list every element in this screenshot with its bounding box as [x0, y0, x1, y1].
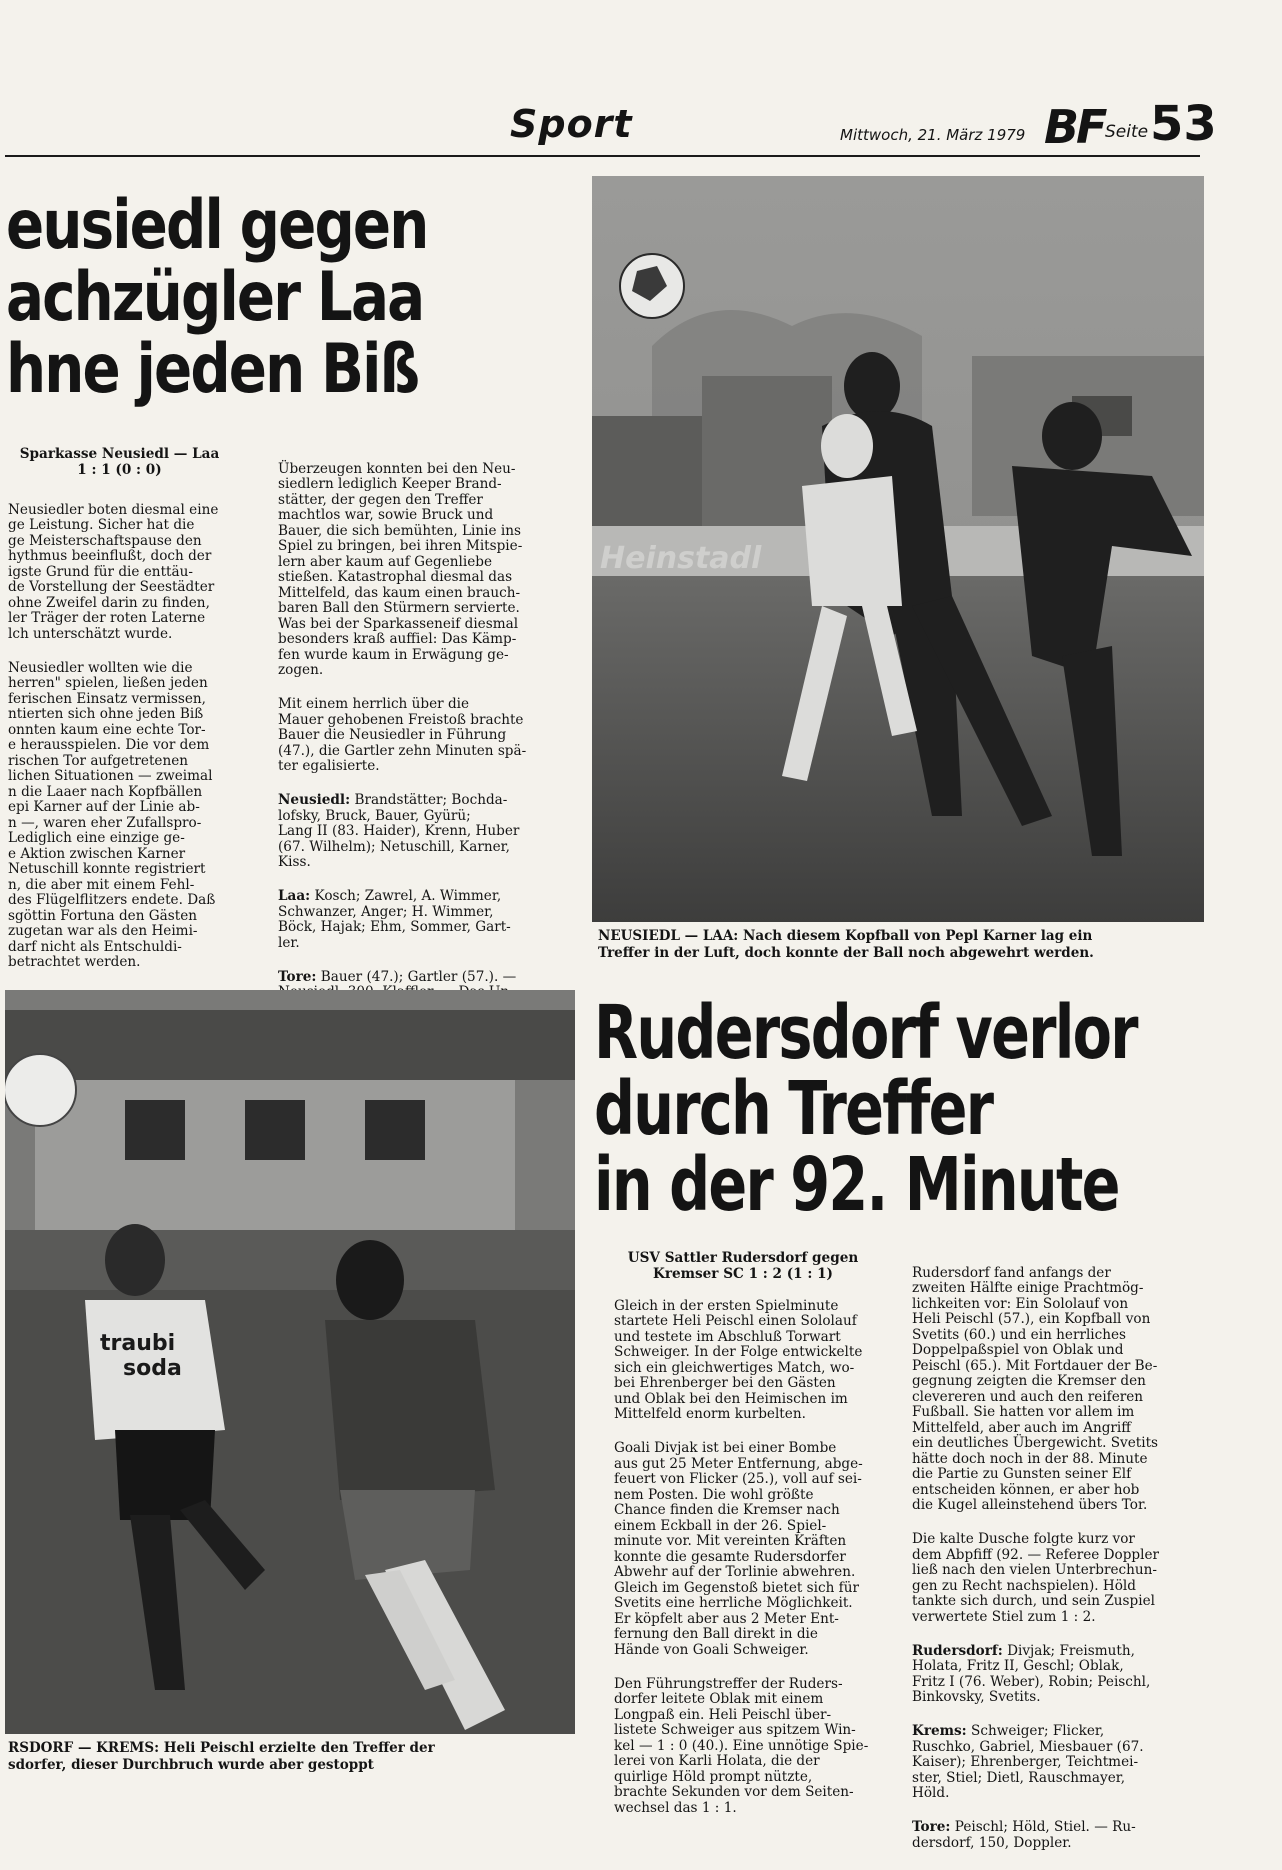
goals-line [912, 1820, 1202, 1851]
page-label: Seite [1105, 122, 1149, 142]
article2-subhead-teams: USV Sattler Rudersdorf gegen [627, 1250, 859, 1266]
paragraph: Überzeugen konnten bei den Neu- siedlern lediglich Keeper Brand- stätter, der gegen den Treffer machtlos war, sowie Bruck und Bauer, die sich bemühten, Linie ins Spiel zu bringen, bei ihren Mitspie- lern aber kaum auf Gegenliebe stießen. Katastrophal diesmal das Mittelfeld, das kaum einen brauch- baren Ball den Stürmern servierte. Was bei der Sparkasseneif diesmal besonders kraß auffiel: Das Kämp- fen wurde kaum in Erwägung ge- zogen. [278, 460, 523, 678]
article2-column-1 [614, 1283, 886, 1835]
lineup-text: Schweiger; Flicker, Ruschko, Gabriel, Miesbauer (67. Kaiser); Ehrenberger, Teichtmei- ster, Stiel; Dietl, Rauschmayer, Höld. [912, 1723, 1144, 1801]
article2-headline [594, 990, 1137, 1228]
lineup-text: Divjak; Freismuth, Holata, Fritz II, Geschl; Oblak, Fritz I (76. Weber), Robin; Peischl, Binkovsky, Svetits. [912, 1642, 1151, 1705]
article2-subhead-score: Kremser SC 1 : 2 (1 : 1) [653, 1266, 833, 1282]
lineup-label: Tore: [278, 968, 317, 985]
paragraph: Den Führungstreffer der Ruders- dorfer leitete Oblak mit einem Longpaß ein. Heli Peischl über- listete Schweiger aus spitzem Win- kel — 1 : 0 (40.). Eine unnötige Spie- lerei von Karli Holata, die der quirlige Höld prompt nützte, brachte Sekunden vor dem Seiten- wechsel das 1 : 1. [614, 1675, 869, 1816]
jersey-text: soda [123, 1356, 182, 1381]
article1-subhead-teams: Sparkasse Neusiedl — Laa [19, 446, 220, 462]
photo-neusiedl-laa-image [592, 176, 1204, 922]
caption-line: RSDORF — KREMS: Heli Peischl erzielte den Treffer der [8, 1740, 435, 1756]
photo-neusiedl-laa-caption [598, 928, 1094, 962]
article2-headline-line: Rudersdorf verlor [594, 990, 1137, 1076]
lineup-text: Bauer (47.); Gartler (57.). — [320, 968, 517, 985]
article2-column-2 [912, 1250, 1202, 1870]
lineup-text: Brandstätter; Bochda- lofsky, Bruck, Bauer, Gyürü; Lang II (83. Haider), Krenn, Huber (67. Wilhelm); Netuschill, Karner, Kiss. [278, 792, 520, 870]
article2-headline-line: durch Treffer [594, 1066, 993, 1152]
paragraph: Neusiedler wollten wie die herren" spielen, ließen jeden ferischen Einsatz vermissen, ntierten sich ohne jeden Biß onnten kaum eine echte Tor- e herausspielen. Die vor dem rischen Tor aufgetretenen lichen Situationen — zweimal n die Laaer nach Kopfbällen epi Karner auf der Linie ab- n —, waren eher Zufallspro- Lediglich eine einzige ge- e Aktion zwischen Karner Netuschill konnte registriert n, die aber mit einem Fehl- des Flügelflitzers endete. Daß sgöttin Fortuna den Gästen zugetan war als den Heimi- darf nicht als Entschuldi- betrachtet werden. [8, 659, 216, 970]
article1-headline-line: eusiedl gegen [6, 186, 428, 265]
article1-column-2 [278, 446, 566, 1035]
header-rule [5, 155, 1200, 157]
photo-neusiedl-laa [592, 176, 1204, 922]
photo-rudersdorf-krems-image [5, 990, 575, 1734]
section-title: Sport [510, 102, 633, 146]
lineup-label: Tore: [912, 1819, 951, 1835]
article1-headline [6, 186, 428, 409]
paragraph: Rudersdorf fand anfangs der zweiten Hälfte einige Prachtmög- lichkeiten vor: Ein Sololauf von Heli Peischl (57.), ein Kopfball von Svetits (60.) und ein herrliches Doppelpaßspiel von Oblak und Peischl (65.). Mit Fortdauer der Be- gegnung zeigten die Kremser den clevereren und auch den reiferen Fußball. Sie hatten vor allem im Mittelfeld, aber auch im Angriff ein deutliches Übergewicht. Svetits hätte doch noch in der 88. Minute die Partie zu Gunsten seiner Elf entscheiden können, er aber hob die Kugel alleinstehend übers Tor. [912, 1264, 1159, 1513]
paragraph: Die kalte Dusche folgte kurz vor dem Abpfiff (92. — Referee Doppler ließ nach den vielen Unterbrechun- gen zu Recht nachspielen). Höld tankte sich durch, und sein Zuspiel verwertete Stiel zum 1 : 2. [912, 1531, 1160, 1625]
lineup-label: Krems: [912, 1723, 967, 1739]
caption-line: NEUSIEDL — LAA: Nach diesem Kopfball von Pepl Karner lag ein [598, 928, 1093, 944]
photo-rudersdorf-krems [5, 990, 575, 1734]
article1-headline-line: hne jeden Biß [6, 330, 419, 409]
photo-rudersdorf-krems-caption [8, 1740, 435, 1774]
lineup-label: Neusiedl: [278, 792, 351, 808]
lineup-text: Kosch; Zawrel, A. Wimmer, Schwanzer, Anger; H. Wimmer, Böck, Hajak; Ehm, Sommer, Gart- ler. [278, 888, 511, 951]
lineup-krems [912, 1724, 1202, 1802]
jersey-text: traubi [100, 1331, 176, 1356]
issue-date: Mittwoch, 21. März 1979 [840, 126, 1026, 144]
lineup-label: Rudersdorf: [912, 1642, 1003, 1659]
paragraph: Neusiedler boten diesmal eine ge Leistung. Sicher hat die ge Meisterschaftspause den hythmus beeinflußt, doch der igste Grund für die enttäu- de Vorstellung der Seestädter ohne Zweifel darin zu finden, ler Träger der roten Laterne lch unterschätzt wurde. [8, 501, 219, 642]
paragraph: Goali Divjak ist bei einer Bombe aus gut 25 Meter Entfernung, abge- feuert von Flicker (25.), voll auf sei- nem Posten. Die wohl größte Chance finden die Kremser nach einem Eckball in der 26. Spiel- minute vor. Mit vereinten Kräften konnte die gesamte Rudersdorfer Abwehr auf der Torlinie abwehren. Gleich im Gegenstoß bietet sich für Svetits eine herrliche Möglichkeit. Er köpfelt aber aus 2 Meter Ent- fernung den Ball direkt in die Hände von Goali Schweiger. [614, 1440, 863, 1658]
paragraph: Mit einem herrlich über die Mauer gehobenen Freistoß brachte Bauer die Neusiedler in Führung (47.), die Gartler zehn Minuten spä- ter egalisierte. [278, 696, 527, 774]
lineup-neusiedl [278, 793, 566, 871]
article1-headline-line: achzügler Laa [6, 258, 424, 337]
article2-headline-line: in der 92. Minute [594, 1142, 1119, 1228]
banner-text: Heinstadl [600, 541, 762, 576]
page-number: 53 [1150, 96, 1217, 152]
caption-line: Treffer in der Luft, doch konnte der Ball noch abgewehrt werden. [598, 945, 1094, 961]
lineup-rudersdorf [912, 1644, 1202, 1706]
article1-subhead [12, 446, 227, 478]
article2-subhead [598, 1250, 888, 1282]
article1-column-1 [8, 487, 250, 989]
lineup-text: Peischl; Höld, Stiel. — Ru- dersdorf, 150, Doppler. [912, 1819, 1136, 1851]
newspaper-logo: BF [1044, 100, 1105, 154]
lineup-laa [278, 889, 566, 951]
article1-subhead-score: 1 : 1 (0 : 0) [77, 462, 162, 478]
lineup-label: Laa: [278, 888, 311, 904]
caption-line: sdorfer, dieser Durchbruch wurde aber gestoppt [8, 1757, 374, 1773]
paragraph: Gleich in der ersten Spielminute startete Heli Peischl einen Sololauf und testete im Abschluß Torwart Schweiger. In der Folge entwickelte sich ein gleichwertiges Match, wo- bei Ehrenberger bei den Gästen und Oblak bei den Heimischen im Mittelfeld enorm kurbelten. [614, 1297, 863, 1422]
